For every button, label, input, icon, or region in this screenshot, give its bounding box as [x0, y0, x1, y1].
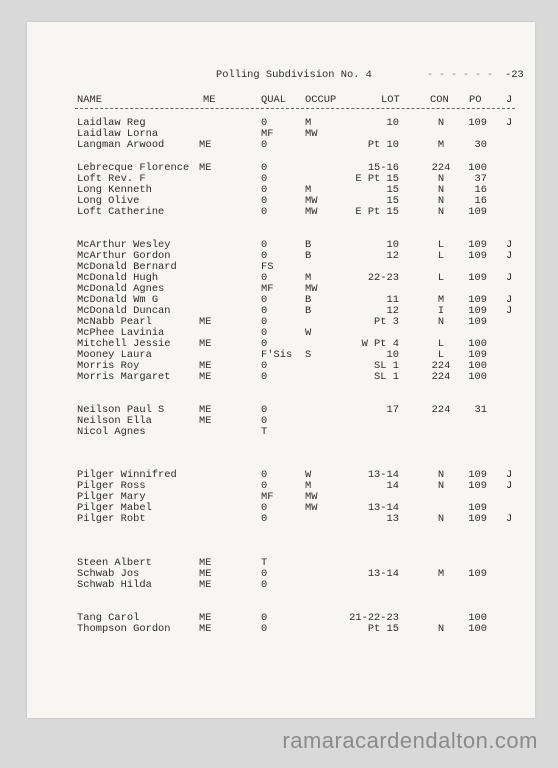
cell-qual: 0 — [261, 623, 268, 635]
cell-con: N — [437, 117, 445, 129]
cell-qual: 0 — [261, 415, 268, 427]
cell-me: ME — [199, 415, 212, 427]
cell-qual: 0 — [261, 272, 268, 284]
cell-lot: Pt 10 — [367, 139, 399, 151]
cell-con: N — [437, 173, 445, 185]
cell-qual: 0 — [261, 568, 268, 580]
cell-lot: 12 — [386, 250, 399, 262]
cell-occ: B — [305, 250, 312, 262]
cell-qual: 0 — [261, 305, 268, 317]
cell-occ: S — [305, 349, 312, 361]
cell-con: N — [437, 513, 445, 525]
col-header-occup: OCCUP — [305, 94, 337, 106]
cell-occ: MW — [305, 128, 318, 140]
cell-po: 109 — [468, 480, 487, 492]
cell-name: McDonald Bernard — [77, 261, 177, 273]
cell-name: Pilger Ross — [77, 480, 146, 492]
cell-qual: MF — [261, 283, 274, 295]
cell-qual: 0 — [261, 117, 268, 129]
cell-qual: T — [261, 426, 268, 438]
cell-con: 224 — [431, 162, 451, 174]
cell-name: Mitchell Jessie — [77, 338, 171, 350]
cell-me: ME — [199, 316, 212, 328]
cell-po: 16 — [474, 184, 487, 196]
cell-con: L — [437, 272, 445, 284]
cell-con: N — [437, 469, 445, 481]
header-dashes: - - - - - - — [427, 70, 494, 81]
cell-lot: 15 — [386, 195, 399, 207]
cell-occ: MW — [305, 491, 318, 503]
cell-name: Long Olive — [77, 195, 140, 207]
cell-po: 109 — [468, 305, 487, 317]
cell-me: ME — [199, 579, 212, 591]
cell-po: 100 — [468, 623, 487, 635]
cell-name: McDonald Hugh — [77, 272, 159, 284]
cell-j: J — [506, 272, 513, 284]
cell-con: 224 — [431, 404, 451, 416]
cell-me: ME — [199, 139, 212, 151]
cell-po: 31 — [474, 404, 487, 416]
document-page — [27, 22, 535, 718]
cell-occ: M — [305, 117, 312, 129]
cell-name: Pilger Winnifred — [77, 469, 177, 481]
cell-qual: 0 — [261, 195, 268, 207]
cell-name: Schwab Hilda — [77, 579, 152, 591]
cell-con: N — [437, 206, 445, 218]
cell-me: ME — [199, 338, 212, 350]
cell-po: 109 — [468, 250, 487, 262]
cell-con: N — [437, 316, 445, 328]
cell-lot: 13-14 — [367, 502, 399, 514]
cell-qual: 0 — [261, 294, 268, 306]
cell-qual: T — [261, 557, 268, 569]
cell-qual: 0 — [261, 404, 268, 416]
cell-con: 224 — [431, 360, 451, 372]
cell-qual: MF — [261, 128, 274, 140]
cell-po: 30 — [474, 139, 487, 151]
cell-po: 109 — [468, 117, 487, 129]
col-header-me: ME — [203, 94, 216, 106]
cell-qual: 0 — [261, 579, 268, 591]
cell-name: Neilson Ella — [77, 415, 152, 427]
cell-lot: Pt 3 — [374, 316, 399, 328]
cell-me: ME — [199, 162, 212, 174]
cell-name: McDonald Duncan — [77, 305, 171, 317]
cell-po: 100 — [468, 612, 487, 624]
cell-name: Pilger Mary — [77, 491, 146, 503]
cell-qual: FS — [261, 261, 274, 273]
cell-po: 109 — [468, 272, 487, 284]
table-row — [27, 427, 535, 438]
cell-qual: 0 — [261, 469, 268, 481]
table-row — [27, 514, 535, 525]
col-header-name: NAME — [77, 94, 102, 106]
cell-name: Long Kenneth — [77, 184, 152, 196]
cell-qual: 0 — [261, 250, 268, 262]
cell-lot: SL 1 — [374, 360, 399, 372]
cell-name: Morris Roy — [77, 360, 140, 372]
cell-occ: M — [305, 480, 312, 492]
cell-qual: 0 — [261, 162, 268, 174]
cell-occ: W — [305, 469, 312, 481]
cell-con: N — [437, 480, 445, 492]
cell-me: ME — [199, 568, 212, 580]
cell-j: J — [506, 239, 513, 251]
cell-occ: MW — [305, 502, 318, 514]
cell-con: L — [437, 250, 445, 262]
cell-occ: B — [305, 294, 312, 306]
table-row — [27, 207, 535, 218]
cell-name: McDonald Agnes — [77, 283, 165, 295]
cell-con: I — [437, 305, 445, 317]
cell-con: M — [437, 139, 445, 151]
cell-qual: 0 — [261, 206, 268, 218]
cell-qual: 0 — [261, 139, 268, 151]
cell-name: Pilger Robt — [77, 513, 146, 525]
cell-j: J — [506, 250, 513, 262]
cell-po: 109 — [468, 316, 487, 328]
cell-j: J — [506, 513, 513, 525]
page-title: Polling Subdivision No. 4 — [216, 69, 372, 81]
cell-lot: 14 — [386, 480, 399, 492]
cell-me: ME — [199, 612, 212, 624]
table-row — [27, 624, 535, 635]
cell-occ: W — [305, 327, 312, 339]
cell-name: McNabb Pearl — [77, 316, 152, 328]
cell-lot: W Pt 4 — [361, 338, 399, 350]
cell-con: 224 — [431, 371, 451, 383]
header-divider — [75, 108, 515, 109]
cell-qual: 0 — [261, 239, 268, 251]
cell-po: 100 — [468, 162, 487, 174]
cell-po: 16 — [474, 195, 487, 207]
cell-lot: SL 1 — [374, 371, 399, 383]
cell-name: Tang Carol — [77, 612, 140, 624]
table-row — [27, 140, 535, 151]
cell-j: J — [506, 117, 513, 129]
cell-qual: 0 — [261, 338, 268, 350]
cell-me: ME — [199, 623, 212, 635]
cell-qual: 0 — [261, 360, 268, 372]
cell-qual: MF — [261, 491, 274, 503]
cell-qual: 0 — [261, 316, 268, 328]
cell-name: Laidlaw Lorna — [77, 128, 159, 140]
cell-con: N — [437, 184, 445, 196]
cell-name: Pilger Mabel — [77, 502, 152, 514]
cell-po: 109 — [468, 206, 487, 218]
watermark: ramaracardendalton.com — [282, 728, 538, 753]
cell-po: 109 — [468, 568, 487, 580]
cell-con: L — [437, 349, 445, 361]
cell-po: 109 — [468, 469, 487, 481]
cell-name: Loft Catherine — [77, 206, 165, 218]
cell-me: ME — [199, 360, 212, 372]
cell-lot: 21-22-23 — [349, 612, 399, 624]
cell-lot: 12 — [386, 305, 399, 317]
cell-occ: M — [305, 184, 312, 196]
cell-lot: 17 — [386, 404, 399, 416]
cell-po: 109 — [468, 513, 487, 525]
cell-occ: MW — [305, 195, 318, 207]
cell-occ: B — [305, 305, 312, 317]
cell-qual: 0 — [261, 371, 268, 383]
cell-qual: 0 — [261, 173, 268, 185]
table-row — [27, 372, 535, 383]
cell-name: McDonald Wm G — [77, 294, 159, 306]
cell-con: L — [437, 239, 445, 251]
cell-lot: 13 — [386, 513, 399, 525]
cell-po: 100 — [468, 360, 487, 372]
cell-occ: MW — [305, 283, 318, 295]
cell-con: M — [437, 568, 445, 580]
table-row — [27, 580, 535, 591]
cell-lot: 13-14 — [367, 568, 399, 580]
cell-occ: B — [305, 239, 312, 251]
col-header-con: CON — [430, 94, 449, 106]
cell-con: N — [437, 623, 445, 635]
cell-lot: 10 — [386, 117, 399, 129]
cell-name: Morris Margaret — [77, 371, 171, 383]
col-header-qual: QUAL — [261, 94, 286, 106]
cell-qual: 0 — [261, 502, 268, 514]
cell-lot: 22-23 — [367, 272, 399, 284]
cell-lot: E Pt 15 — [355, 173, 399, 185]
cell-name: Neilson Paul S — [77, 404, 165, 416]
cell-lot: 13-14 — [367, 469, 399, 481]
cell-qual: 0 — [261, 612, 268, 624]
cell-name: McPhee Lavinia — [77, 327, 165, 339]
cell-con: N — [437, 195, 445, 207]
cell-occ: M — [305, 272, 312, 284]
cell-name: Mooney Laura — [77, 349, 152, 361]
cell-qual: F'Sis — [261, 349, 293, 361]
cell-j: J — [506, 480, 513, 492]
cell-lot: Pt 15 — [367, 623, 399, 635]
cell-po: 109 — [468, 349, 487, 361]
cell-po: 109 — [468, 239, 487, 251]
cell-name: Loft Rev. F — [77, 173, 146, 185]
cell-name: Thompson Gordon — [77, 623, 171, 635]
cell-qual: 0 — [261, 184, 268, 196]
cell-lot: 10 — [386, 239, 399, 251]
cell-j: J — [506, 469, 513, 481]
cell-name: Steen Albert — [77, 557, 152, 569]
col-header-j: J — [506, 94, 513, 106]
cell-po: 37 — [474, 173, 487, 185]
col-header-po: PO — [469, 94, 482, 106]
cell-name: Nicol Agnes — [77, 426, 146, 438]
cell-occ: MW — [305, 206, 318, 218]
cell-name: McArthur Gordon — [77, 250, 171, 262]
cell-lot: E Pt 15 — [355, 206, 399, 218]
cell-name: McArthur Wesley — [77, 239, 171, 251]
cell-j: J — [506, 294, 513, 306]
cell-name: Schwab Jos — [77, 568, 140, 580]
cell-lot: 15-16 — [367, 162, 399, 174]
cell-lot: 15 — [386, 184, 399, 196]
cell-me: ME — [199, 557, 212, 569]
page-number: -23 — [505, 69, 524, 81]
cell-qual: 0 — [261, 513, 268, 525]
col-header-lot: LOT — [381, 94, 400, 106]
cell-me: ME — [199, 404, 212, 416]
cell-name: Lebrecque Florence — [77, 162, 190, 174]
cell-po: 100 — [468, 338, 487, 350]
cell-po: 100 — [468, 371, 487, 383]
cell-po: 109 — [468, 294, 487, 306]
cell-con: L — [437, 338, 445, 350]
cell-qual: 0 — [261, 480, 268, 492]
cell-lot: 10 — [386, 349, 399, 361]
cell-qual: 0 — [261, 327, 268, 339]
cell-po: 109 — [468, 502, 487, 514]
cell-name: Laidlaw Reg — [77, 117, 146, 129]
cell-lot: 11 — [386, 294, 399, 306]
cell-name: Langman Arwood — [77, 139, 165, 151]
cell-con: M — [437, 294, 445, 306]
cell-j: J — [506, 305, 513, 317]
cell-me: ME — [199, 371, 212, 383]
